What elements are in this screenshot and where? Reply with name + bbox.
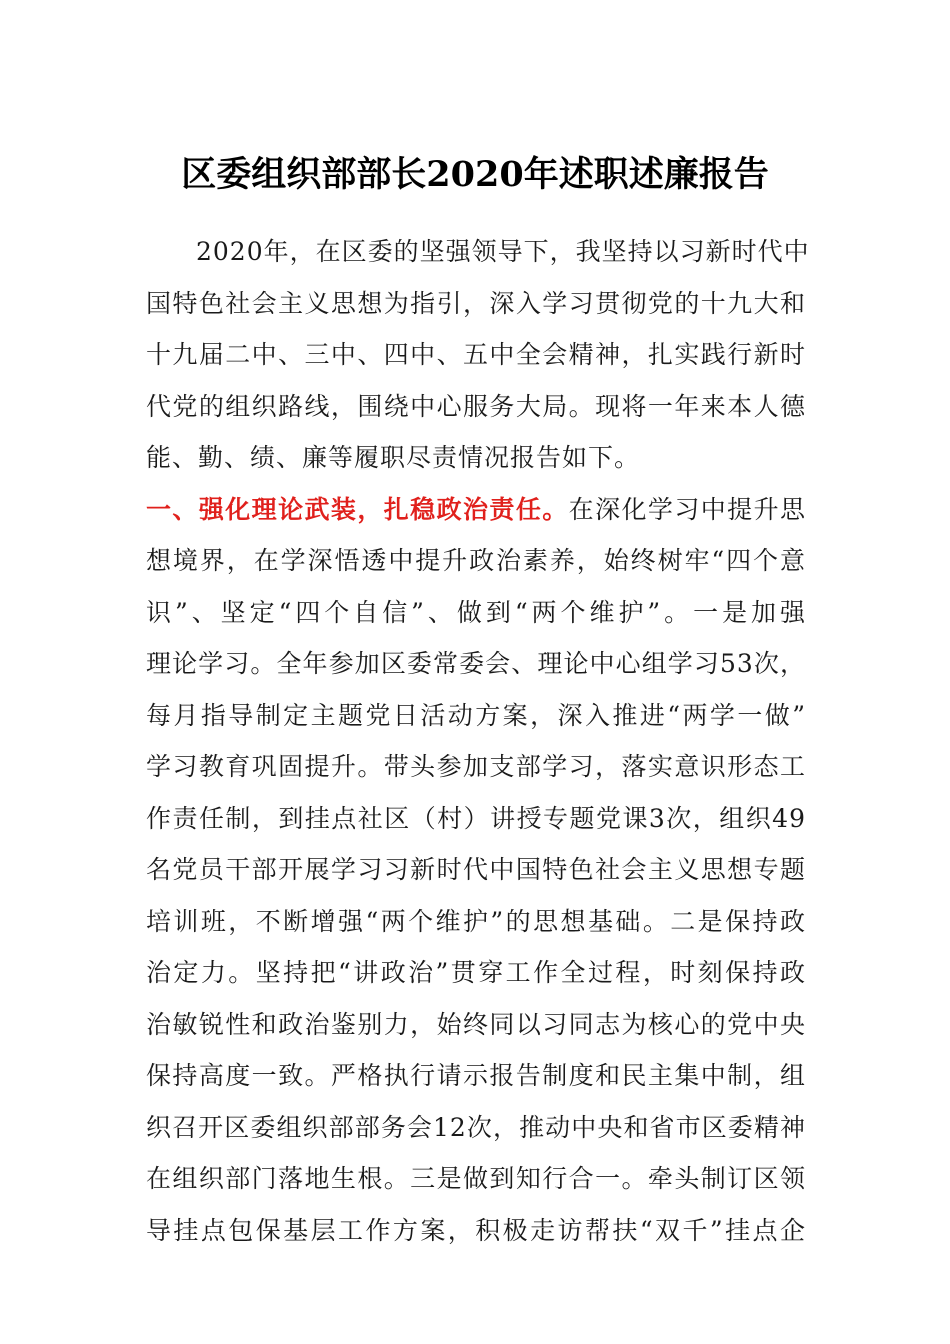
section-1-line: 每月指导制定主题党日活动方案，深入推进“两学一做” bbox=[146, 700, 806, 730]
section-1-line: 织召开区委组织部部务会12次，推动中央和省市区委精神 bbox=[146, 1112, 806, 1142]
section-1-line: 理论学习。全年参加区委常委会、理论中心组学习53次， bbox=[146, 649, 806, 678]
section-1-line: 治敏锐性和政治鉴别力，始终同以习同志为核心的党中央 bbox=[146, 1009, 806, 1039]
document-body bbox=[146, 226, 810, 1256]
intro-line: 2020年，在区委的坚强领导下，我坚持以习新时代中 bbox=[196, 237, 810, 266]
section-1-line: 培训班，不断增强“两个维护”的思想基础。二是保持政 bbox=[146, 906, 806, 936]
intro-line: 国特色社会主义思想为指引，深入学习贯彻党的十九大和 bbox=[146, 288, 806, 318]
section-1-line: 识”、坚定“四个自信”、做到“两个维护”。一是加强 bbox=[146, 597, 806, 627]
intro-line: 能、勤、绩、廉等履职尽责情况报告如下。 bbox=[146, 443, 641, 472]
section-1-first-line-rest: 在深化学习中提升思 bbox=[568, 494, 806, 524]
section-1-line: 导挂点包保基层工作方案，积极走访帮扶“双千”挂点企 bbox=[146, 1215, 806, 1245]
section-1-first-line bbox=[146, 484, 806, 536]
intro-line: 十九届二中、三中、四中、五中全会精神，扎实践行新时 bbox=[146, 340, 806, 369]
section-1-line: 作责任制，到挂点社区（村）讲授专题党课3次，组织49 bbox=[146, 803, 806, 833]
section-1-line: 治定力。坚持把“讲政治”贯穿工作全过程，时刻保持政 bbox=[146, 958, 806, 987]
section-1-line: 学习教育巩固提升。带头参加支部学习，落实意识形态工 bbox=[146, 752, 806, 781]
intro-line: 代党的组织路线，围绕中心服务大局。现将一年来本人德 bbox=[146, 391, 806, 421]
document-title: 区委组织部部长2020年述职述廉报告 bbox=[181, 154, 769, 195]
section-1-line: 保持高度一致。严格执行请示报告制度和民主集中制，组 bbox=[146, 1061, 806, 1090]
section-1-line: 想境界，在学深悟透中提升政治素养，始终树牢“四个意 bbox=[146, 546, 806, 575]
section-1-line: 名党员干部开展学习习新时代中国特色社会主义思想专题 bbox=[146, 855, 806, 884]
section-1-line: 在组织部门落地生根。三是做到知行合一。牵头制订区领 bbox=[146, 1164, 806, 1193]
section-1-heading: 一、强化理论武装，扎稳政治责任。 bbox=[146, 494, 569, 524]
